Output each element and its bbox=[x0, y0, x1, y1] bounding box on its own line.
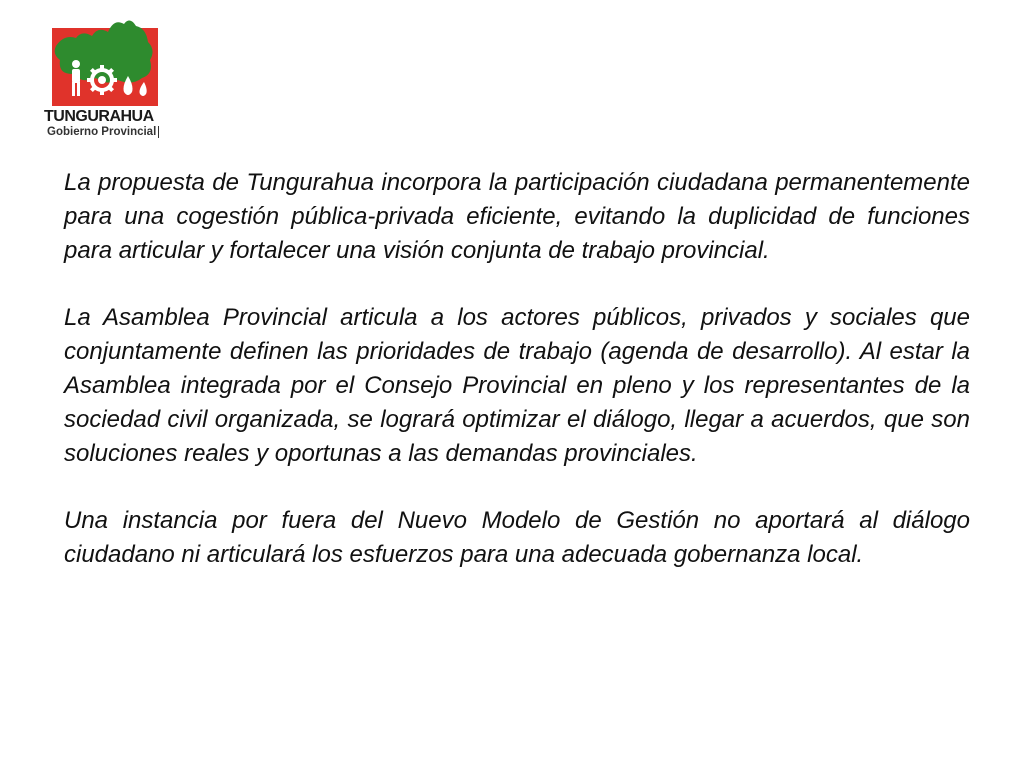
tungurahua-emblem-icon bbox=[52, 16, 160, 108]
paragraph-asamblea: La Asamblea Provincial articula a los actores públicos, privados y sociales que conjuntamente definen las prioridades de trabajo (agenda de desarrollo). Al estar la Asamblea integrada por el Consejo Provincial en pleno y los representantes de la sociedad civil organizada, se logrará optimizar el diálogo, llegar a acuerdos, que son soluciones reales y oportunas a las demandas provinciales. bbox=[64, 304, 970, 467]
logo-title: TUNGURAHUA bbox=[44, 108, 154, 125]
logo-subtitle: Gobierno Provincial bbox=[47, 126, 159, 138]
paragraph-nuevo-modelo: Una instancia por fuera del Nuevo Modelo de Gestión no aportará al diálogo ciudadano ni articulará los esfuerzos para una adecuada gobernanza local. bbox=[64, 507, 970, 568]
logo bbox=[44, 16, 180, 140]
slide-body bbox=[64, 166, 970, 605]
paragraph-participacion: La propuesta de Tungurahua incorpora la participación ciudadana permanentemente para una cogestión pública-privada eficiente, evitando la duplicidad de funciones para articular y fortalecer una visión conjunta de trabajo provincial. bbox=[64, 169, 970, 264]
